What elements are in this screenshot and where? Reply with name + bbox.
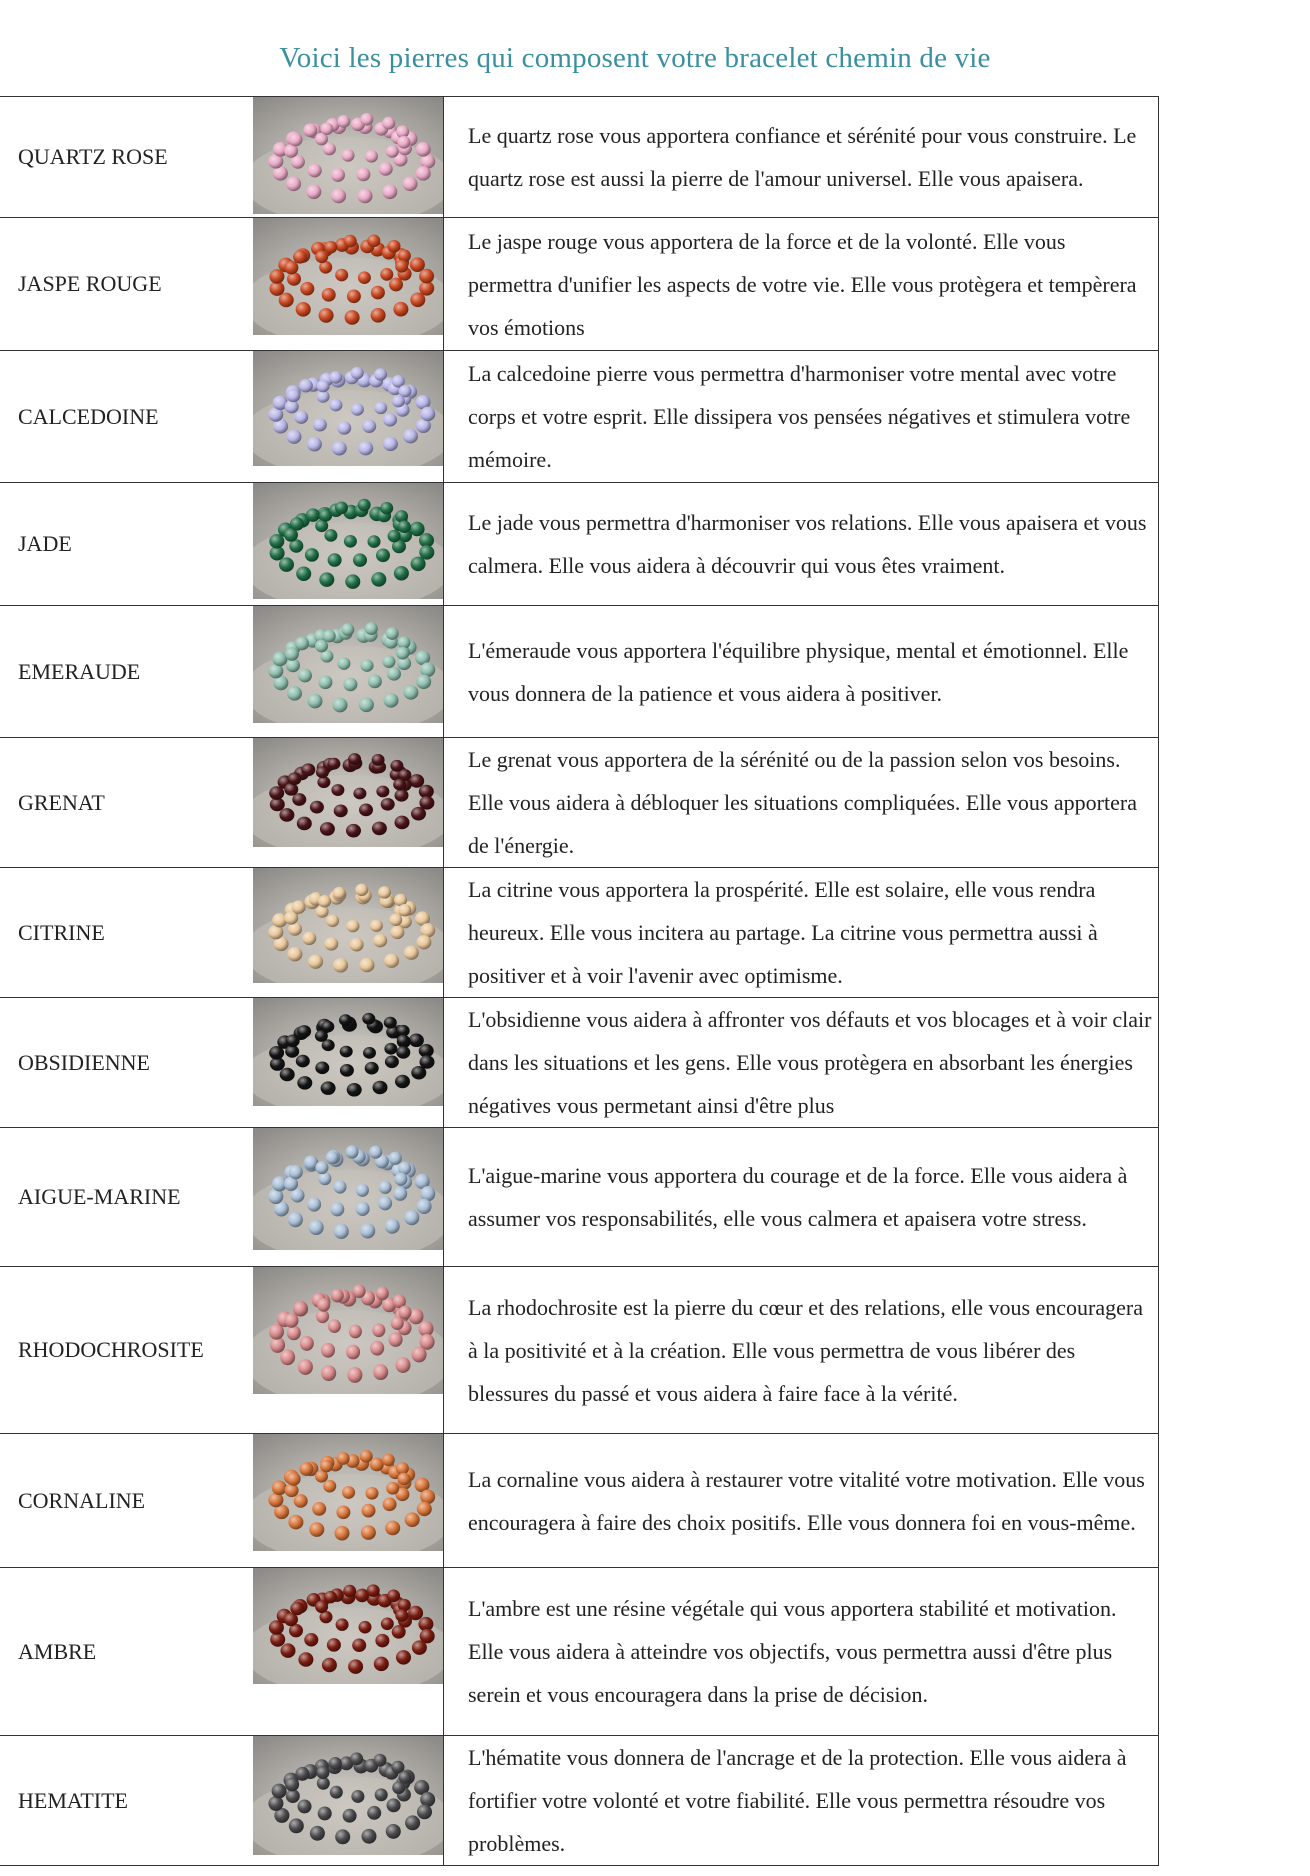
stone-photo-cell	[253, 1434, 444, 1568]
stone-description: La rhodochrosite est la pierre du cœur et des relations, elle vous encouragera à la positivité et à la création. Elle vous permettra de vous libérer des blessures du passé et vous aidera à faire face à la vérité.	[444, 1267, 1159, 1434]
stone-description: L'hématite vous donnera de l'ancrage et de la protection. Elle vous aidera à fortifier votre volonté et votre fiabilité. Elle vous permettra résoudre vos problèmes.	[444, 1736, 1159, 1866]
table-row	[0, 868, 1159, 998]
table-row	[0, 1736, 1159, 1866]
table-row	[0, 1267, 1159, 1434]
stone-photo-cell	[253, 351, 444, 483]
table-row	[0, 1434, 1159, 1568]
stone-name: CITRINE	[0, 868, 253, 998]
aquamarine-beads-photo	[253, 1128, 443, 1250]
stone-description: L'aigue-marine vous apportera du courage et de la force. Elle vous aidera à assumer vos responsabilités, elle vous calmera et apaisera votre stress.	[444, 1128, 1159, 1267]
table-row	[0, 606, 1159, 738]
table-row	[0, 998, 1159, 1128]
stone-name: AIGUE-MARINE	[0, 1128, 253, 1267]
chalcedony-beads-photo	[253, 351, 443, 466]
stone-photo-cell	[253, 483, 444, 606]
table-row	[0, 483, 1159, 606]
table-row	[0, 1128, 1159, 1267]
stone-name: CALCEDOINE	[0, 351, 253, 483]
stone-photo-cell	[253, 998, 444, 1128]
garnet-beads-photo	[253, 738, 443, 847]
stone-name: QUARTZ ROSE	[0, 97, 253, 218]
rose-quartz-beads-photo	[253, 97, 443, 214]
stone-name: JASPE ROUGE	[0, 218, 253, 351]
page-title: Voici les pierres qui composent votre bracelet chemin de vie	[279, 42, 991, 74]
stone-name: RHODOCHROSITE	[0, 1267, 253, 1434]
stone-name: OBSIDIENNE	[0, 998, 253, 1128]
stone-photo-cell	[253, 1568, 444, 1736]
stone-photo-cell	[253, 1736, 444, 1866]
stone-name: GRENAT	[0, 738, 253, 868]
stone-description: Le grenat vous apportera de la sérénité ou de la passion selon vos besoins. Elle vous aidera à débloquer les situations compliquées. Elle vous apportera de l'énergie.	[444, 738, 1159, 868]
table-row	[0, 1568, 1159, 1736]
carnelian-beads-photo	[253, 1434, 443, 1551]
stone-name: JADE	[0, 483, 253, 606]
stone-photo-cell	[253, 97, 444, 218]
stone-photo-cell	[253, 868, 444, 998]
stone-photo-cell	[253, 738, 444, 868]
table-row	[0, 351, 1159, 483]
stone-description: L'obsidienne vous aidera à affronter vos défauts et vos blocages et à voir clair dans les situations et les gens. Elle vous protègera en absorbant les énergies négatives vous permetant ainsi d'être plus	[444, 998, 1159, 1128]
stones-table	[0, 96, 1159, 1866]
stone-description: Le jade vous permettra d'harmoniser vos relations. Elle vous apaisera et vous calmera. Elle vous aidera à découvrir qui vous êtes vraiment.	[444, 483, 1159, 606]
emerald-beads-photo	[253, 606, 443, 723]
table-row	[0, 738, 1159, 868]
stone-photo-cell	[253, 1267, 444, 1434]
stone-description: L'émeraude vous apportera l'équilibre physique, mental et émotionnel. Elle vous donnera de la patience et vous aidera à positiver.	[444, 606, 1159, 738]
citrine-beads-photo	[253, 868, 443, 983]
stone-photo-cell	[253, 218, 444, 351]
stone-photo-cell	[253, 606, 444, 738]
jade-beads-photo	[253, 483, 443, 599]
stone-description: Le quartz rose vous apportera confiance et sérénité pour vous construire. Le quartz rose est aussi la pierre de l'amour universel. Elle vous apaisera.	[444, 97, 1159, 218]
hematite-beads-photo	[253, 1736, 443, 1855]
stone-description: La calcedoine pierre vous permettra d'harmoniser votre mental avec votre corps et votre esprit. Elle dissipera vos pensées négatives et stimulera votre mémoire.	[444, 351, 1159, 483]
stone-description: La cornaline vous aidera à restaurer votre vitalité votre motivation. Elle vous encouragera à faire des choix positifs. Elle vous donnera foi en vous-même.	[444, 1434, 1159, 1568]
stone-description: La citrine vous apportera la prospérité. Elle est solaire, elle vous rendra heureux. Elle vous incitera au partage. La citrine vous permettra aussi à positiver et à voir l'avenir avec optimisme.	[444, 868, 1159, 998]
obsidian-beads-photo	[253, 998, 443, 1106]
stone-photo-cell	[253, 1128, 444, 1267]
red-jasper-beads-photo	[253, 218, 443, 335]
stone-description: L'ambre est une résine végétale qui vous apportera stabilité et motivation. Elle vous aidera à atteindre vos objectifs, vous permettra aussi d'être plus serein et vous encouragera dans la prise de décision.	[444, 1568, 1159, 1736]
stone-name: EMERAUDE	[0, 606, 253, 738]
table-row	[0, 97, 1159, 218]
amber-beads-photo	[253, 1568, 443, 1684]
table-row	[0, 218, 1159, 351]
stone-description: Le jaspe rouge vous apportera de la force et de la volonté. Elle vous permettra d'unifier les aspects de votre vie. Elle vous protègera et tempèrera vos émotions	[444, 218, 1159, 351]
stone-name: CORNALINE	[0, 1434, 253, 1568]
stone-name: AMBRE	[0, 1568, 253, 1736]
rhodochrosite-beads-photo	[253, 1267, 443, 1394]
stone-name: HEMATITE	[0, 1736, 253, 1866]
